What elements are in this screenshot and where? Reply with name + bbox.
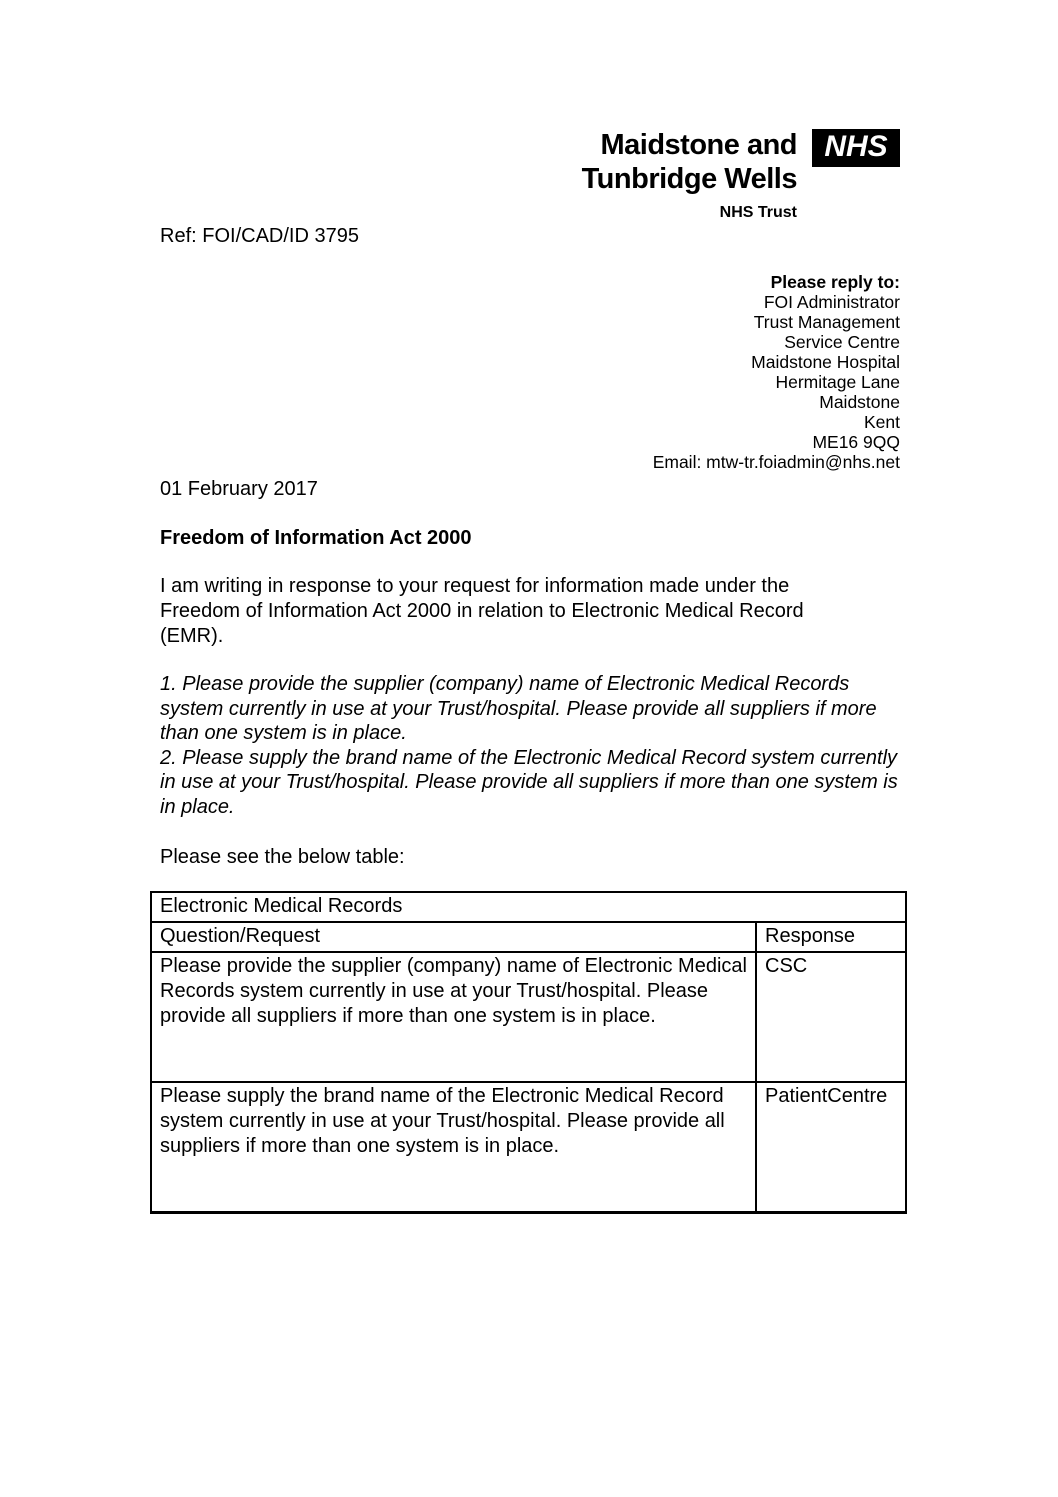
- column-header-response: Response: [756, 922, 906, 952]
- reply-to-line: ME16 9QQ: [812, 432, 900, 452]
- org-name-line2: Tunbridge Wells: [581, 163, 797, 195]
- org-name-block: [582, 128, 797, 222]
- org-subtitle: NHS Trust: [719, 204, 797, 221]
- reply-to-line: Kent: [864, 412, 900, 432]
- reference-line: Ref: FOI/CAD/ID 3795: [160, 225, 359, 247]
- response-cell: PatientCentre: [756, 1082, 906, 1212]
- response-cell: CSC: [756, 952, 906, 1082]
- reply-to-line: Service Centre: [784, 332, 900, 352]
- reply-to-line: Hermitage Lane: [775, 372, 900, 392]
- subject-heading: Freedom of Information Act 2000: [160, 527, 472, 549]
- reply-to-block: [653, 272, 900, 472]
- intro-paragraph: I am writing in response to your request for information made under the Freedom of Information Act 2000 in relation to Electronic Medical Record (EMR).: [160, 575, 804, 647]
- table-row: [151, 1082, 906, 1212]
- column-header-question: Question/Request: [151, 922, 756, 952]
- reply-to-line: Maidstone: [819, 392, 900, 412]
- table-lead-in: Please see the below table:: [160, 846, 405, 868]
- table-title-row: [151, 892, 906, 922]
- reply-to-email-line: Email: mtw-tr.foiadmin@nhs.net: [652, 452, 900, 472]
- org-name-line1: Maidstone and: [600, 129, 797, 161]
- nhs-logo: [812, 129, 900, 167]
- table-row: [151, 952, 906, 1082]
- table-title-cell: Electronic Medical Records: [151, 892, 906, 922]
- reply-to-line: Trust Management: [753, 312, 900, 332]
- request-item-2: 2. Please supply the brand name of the Electronic Medical Record system currently in use at your Trust/hospital. Please provide all suppliers if more than one system is in place.: [160, 746, 898, 818]
- nhs-logo-text: NHS: [824, 130, 888, 163]
- reply-to-line: Maidstone Hospital: [751, 352, 900, 372]
- table-header-row: [151, 922, 906, 952]
- request-items-block: [160, 672, 915, 819]
- reply-to-line: FOI Administrator: [763, 292, 900, 312]
- letter-date: 01 February 2017: [160, 478, 318, 500]
- question-cell: Please provide the supplier (company) name of Electronic Medical Records system currently in use at your Trust/hospital. Please provide all suppliers if more than one system is in place.: [151, 952, 756, 1082]
- letterhead: [582, 128, 900, 222]
- reply-to-label: Please reply to:: [770, 272, 900, 292]
- request-item-1: 1. Please provide the supplier (company) name of Electronic Medical Records system currently in use at your Trust/hospital. Please provide all suppliers if more than one system is in place.: [160, 673, 877, 744]
- emr-table: [150, 891, 907, 1214]
- question-cell: Please supply the brand name of the Electronic Medical Record system currently in use at your Trust/hospital. Please provide all suppliers if more than one system is in place.: [151, 1082, 756, 1212]
